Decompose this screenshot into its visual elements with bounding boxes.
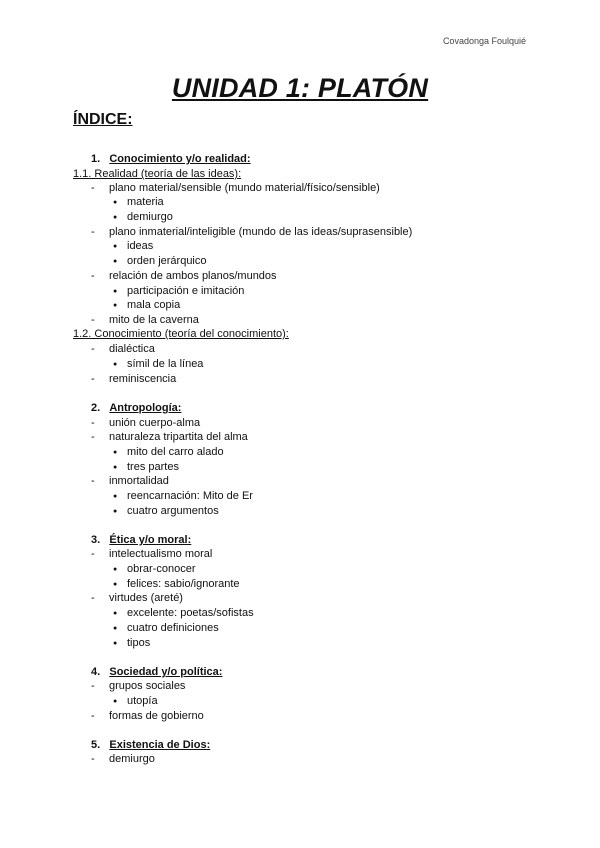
list-item: ● reencarnación: Mito de Er [113, 490, 253, 502]
dash-marker: - [91, 548, 95, 560]
list-item: - plano inmaterial/inteligible (mundo de las ideas/suprasensible) [91, 226, 413, 238]
list-item: - mito de la caverna [91, 314, 199, 326]
section-heading: 2. Antropología: [91, 402, 182, 414]
list-item: - inmortalidad [91, 475, 169, 487]
bullet-icon: ● [113, 566, 118, 573]
author-name: Covadonga Foulquié [442, 36, 526, 46]
dash-marker: - [91, 373, 95, 385]
list-item: ● materia [113, 196, 164, 208]
list-item: ● excelente: poetas/sofistas [113, 607, 254, 619]
dash-marker: - [91, 592, 95, 604]
list-item: ● tipos [113, 637, 151, 649]
bullet-icon: ● [113, 449, 118, 456]
bullet-icon: ● [113, 258, 118, 265]
bullet-icon: ● [113, 214, 118, 221]
dash-marker: - [91, 680, 95, 692]
subsection-heading: 1.2. Conocimiento (teoría del conocimiento): [73, 328, 289, 340]
list-item: ● cuatro definiciones [113, 622, 219, 634]
list-item: ● participación e imitación [113, 285, 245, 297]
subsection-heading: 1.1. Realidad (teoría de las ideas): [73, 168, 242, 180]
dash-marker: - [91, 343, 95, 355]
section-title: Antropología: [109, 402, 182, 414]
list-item: - virtudes (areté) [91, 592, 183, 604]
list-item: ● felices: sabio/ignorante [113, 578, 240, 590]
section-heading: 4. Sociedad y/o política: [91, 666, 223, 678]
bullet-icon: ● [113, 464, 118, 471]
list-item: - relación de ambos planos/mundos [91, 270, 277, 282]
section-title: Sociedad y/o política: [109, 666, 223, 678]
list-item: ● utopía [113, 695, 158, 707]
bullet-icon: ● [113, 698, 118, 705]
list-item: - formas de gobierno [91, 710, 204, 722]
list-item: ● símil de la línea [113, 358, 204, 370]
list-item: - intelectualismo moral [91, 548, 213, 560]
section-title: Conocimiento y/o realidad: [109, 153, 251, 165]
list-item: ● orden jerárquico [113, 255, 207, 267]
dash-marker: - [91, 475, 95, 487]
bullet-icon: ● [113, 625, 118, 632]
section-title: Ética y/o moral: [109, 534, 192, 546]
dash-marker: - [91, 270, 95, 282]
bullet-icon: ● [113, 288, 118, 295]
dash-marker: - [91, 226, 95, 238]
list-item: ● ideas [113, 240, 154, 252]
index-heading: ÍNDICE: [73, 111, 133, 128]
list-item: - unión cuerpo-alma [91, 417, 201, 429]
dash-marker: - [91, 431, 95, 443]
section-heading: 5. Existencia de Dios: [91, 739, 211, 751]
bullet-icon: ● [113, 493, 118, 500]
list-item: ● mito del carro alado [113, 446, 224, 458]
list-item: - demiurgo [91, 753, 155, 765]
section-title: Existencia de Dios: [109, 739, 211, 751]
list-item: ● mala copia [113, 299, 181, 311]
list-item: - dialéctica [91, 343, 155, 355]
dash-marker: - [91, 753, 95, 765]
dash-marker: - [91, 417, 95, 429]
list-item: - grupos sociales [91, 680, 186, 692]
section-heading: 1. Conocimiento y/o realidad: [91, 153, 251, 165]
bullet-icon: ● [113, 508, 118, 515]
list-item: - plano material/sensible (mundo material/físico/sensible) [91, 182, 380, 194]
document-title: UNIDAD 1: PLATÓN [171, 73, 429, 103]
bullet-icon: ● [113, 361, 118, 368]
bullet-icon: ● [113, 243, 118, 250]
dash-marker: - [91, 710, 95, 722]
list-item: ● obrar-conocer [113, 563, 196, 575]
bullet-icon: ● [113, 610, 118, 617]
section-heading: 3. Ética y/o moral: [91, 534, 192, 546]
list-item: ● demiurgo [113, 211, 173, 223]
bullet-icon: ● [113, 302, 118, 309]
list-item: ● tres partes [113, 461, 179, 473]
list-item: - reminiscencia [91, 373, 177, 385]
dash-marker: - [91, 182, 95, 194]
bullet-icon: ● [113, 581, 118, 588]
dash-marker: - [91, 314, 95, 326]
list-item: - naturaleza tripartita del alma [91, 431, 248, 443]
bullet-icon: ● [113, 640, 118, 647]
list-item: ● cuatro argumentos [113, 505, 219, 517]
bullet-icon: ● [113, 199, 118, 206]
